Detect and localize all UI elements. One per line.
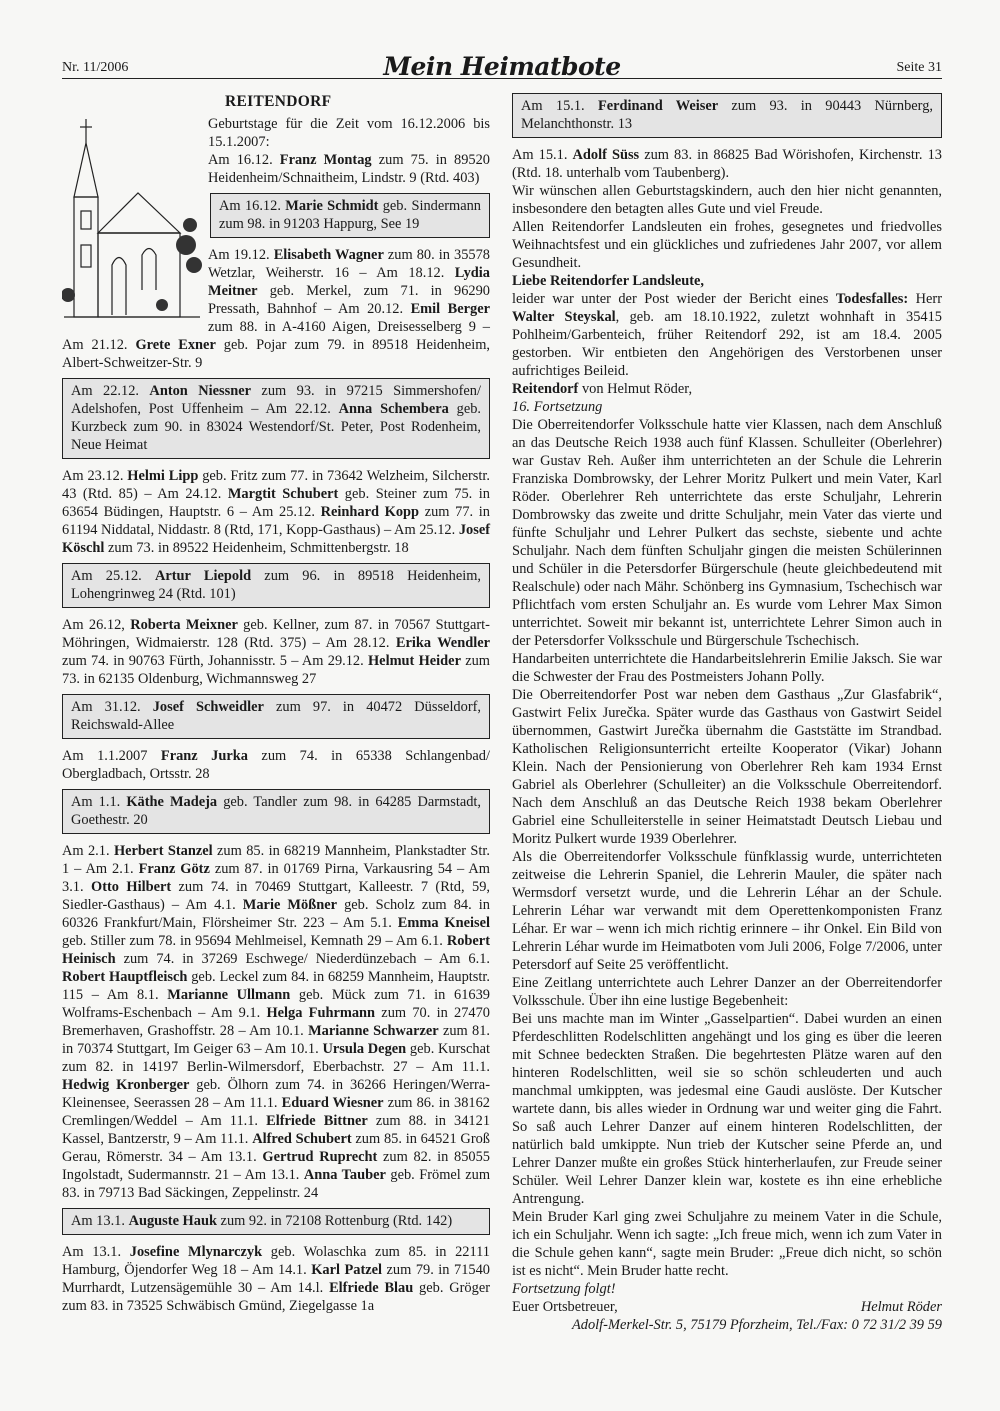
page-header (62, 52, 942, 79)
entry-text: Am 2.1. (62, 843, 114, 859)
person-name: Gertrud Ruprecht (262, 1149, 378, 1165)
person-name: Marie Schmidt (285, 198, 379, 214)
entry-text: zum 85. in 68219 Mannheim, Plankstadter Str. 1 – Am 2.1. (62, 843, 490, 877)
right-column (512, 93, 942, 1334)
highlight-box (62, 563, 490, 608)
entry-text: Am 19.12. (208, 247, 274, 263)
entry-text: zum 74. in 70469 Stuttgart, Kalleestr. 7 (Rtd, 59, Siedler-Gasthaus) – Am 4.1. (62, 879, 490, 913)
entry-text: zum 79. in 71540 Murrhardt, Lutzensägemühle 30 – Am 14.l. (62, 1262, 490, 1296)
entry-text: zum 80. in 35578 Wetzlar, Weiherstr. 16 – Am 18.12. (208, 247, 490, 281)
person-name: Josefine Mlynarczyk (129, 1244, 263, 1260)
person-name: Helmut Heider (367, 653, 461, 669)
entry-text: zum 92. in 72108 Rottenburg (Rtd. 142) (216, 1213, 453, 1229)
entry-text: geb. Kellner, zum 87. in 70567 Stuttgart-Möhringen, Widmaierstr. 128 (Rtd. 375) – Am 28.12. (62, 617, 490, 651)
person-name: Alfred Schubert (252, 1131, 352, 1147)
highlight-box (512, 93, 942, 138)
person-name: Ursula Degen (322, 1041, 407, 1057)
person-name: Robert Heinisch (62, 933, 490, 967)
entry-text: geb. Frömel zum 83. in 79713 Bad Säckingen, Zeppelinstr. 24 (62, 1167, 491, 1201)
person-name: Todesfalles: (835, 291, 909, 307)
entry-text: zum 74. in 37269 Eschwege/ Niederdünzebach – Am 6.1. (115, 951, 490, 967)
person-name: Marie Mößner (242, 897, 337, 913)
entry-text: Am 13.1. (62, 1244, 130, 1260)
birthday-entry (62, 616, 490, 688)
issue-number: Nr. 11/2006 (62, 60, 129, 75)
entry-text: zum 73. in 89522 Heidenheim, Schmittenbergstr. 18 (104, 540, 409, 556)
person-name: Hedwig Kronberger (62, 1077, 190, 1093)
entry-text: Am 23.12. (62, 468, 128, 484)
section-title: REITENDORF (225, 93, 332, 110)
entry-text: geb. Mück zum 71. in 61639 Wolframs-Eschenbach – Am 9.1. (62, 987, 490, 1021)
entry-text: geb. Steiner zum 75. in 63654 Büdingen, Hauptstr. 6 – Am 25.12. (62, 486, 490, 520)
person-name: Erika Wendler (395, 635, 490, 651)
person-name: Anna Schembera (338, 401, 449, 417)
person-name: Anton Niessner (149, 383, 251, 399)
person-name: Franz Jurka (160, 748, 248, 764)
person-name: Josef Köschl (62, 522, 490, 556)
entry-text: geb. Kurschat zum 82. in 14197 Berlin-Wilmersdorf, Eberbachstr. 27 – Am 11.1. (62, 1041, 490, 1075)
masthead-logo: Mein Heimatbote (383, 52, 621, 81)
entry-text: zum 74. in 65338 Schlangenbad/ Obergladbach, Ortsstr. 28 (62, 748, 490, 782)
person-name: Grete Exner (135, 337, 216, 353)
person-name: Lydia Meitner (208, 265, 490, 299)
entry-text: Am 16.12. (219, 198, 286, 214)
entry-text: geb. Gröger zum 83. in 73525 Schwäbisch Gmünd, Ziegelgasse 1a (62, 1280, 491, 1314)
entry-text: zum 83. in 86825 Bad Wörishofen, Kirchenstr. 13 (Rtd. 18. unterhalb vom Taubenberg). (512, 147, 942, 181)
continuation-note: Fortsetzung folgt! (512, 1281, 616, 1297)
signature-name: Helmut Röder (860, 1299, 942, 1315)
entry-text: zum 87. in 01769 Pirna, Varkausring 54 – Am 3.1. (62, 861, 490, 895)
article-paragraph: Als die Oberreitendorfer Volksschule fünfklassig wurde, unterrichteten zeitweise die Lehrerin Spaniel, die Lehrerin Mauler, die später nach Wermsdorf versetzt wurde, und die Lehrerin Léhar an der Schule. Lehrerin Léhar war verwandt mit dem Operettenkomponisten Franz Léhar. Er war – wenn ich mich richtig erinnere – ihr Onkel. Ein Bild von Lehrerin Léhar wurde im Heimatboten vom Juli 2006, Folge 7/2006, unter Petersdorf auf Seite 25 veröffentlicht. (512, 849, 942, 973)
person-name: Roberta Meixner (130, 617, 238, 633)
page-number: Seite 31 (896, 60, 942, 75)
entry-text: Am 22.12. (71, 383, 150, 399)
entry-text: geb. Merkel, zum 71. in 96290 Pressath, Bahnhof – Am 20.12. (208, 283, 490, 317)
person-name: Elfriede Bittner (266, 1113, 368, 1129)
greeting-text: Allen Reitendorfer Landsleuten ein frohes, gesegnetes und friedvolles Weihnachtsfest und ein glückliches und zufriedenes Jahr 2007, vor allem Gesundheit. (512, 219, 942, 271)
article-paragraph: Die Oberreitendorfer Post war neben dem Gasthaus „Zur Glasfabrik“, Gastwirt Felix Jurečka. Später wurde das Gasthaus von Gastwirt Seidel übernommen, Gastwirt Jurečka übernahm die Gaststätte im Strandbad. Katholischen Religionsunterricht erteilte Kooperator (Vikar) Johann Klein. Nach der Pensionierung von Oberlehrer Reh kam 1934 Ernst Gabriel als Oberlehrer (Schulleiter) an die Volksschule Oberreitendorf. Nach dem Anschluß an das Deutsche Reich 1938 bekam Oberlehrer Gabriel eine Schulleiterstelle in seiner Heimatstadt Deutsch Liebau und Moritz Pulkert wurde 1939 Oberlehrer. (512, 687, 942, 847)
condolence-heading: Liebe Reitendorfer Landsleute, (512, 273, 704, 289)
entry-text: Am 15.1. (512, 147, 573, 163)
entry-text: geb. Stiller zum 78. in 95694 Mehlmeisel, Kemnath 29 – Am 6.1. (62, 933, 447, 949)
person-name: Helga Fuhrmann (266, 1005, 376, 1021)
entry-text: , geb. am 18.10.1922, zuletzt wohnhaft in 35415 Pohlheim/Garbenteich, früher Reitendorf 292, ist am 18.4. 2005 gestorben. Wir entbieten den Angehörigen des Verstorbenen unser aufrichtiges Beileid. (512, 309, 942, 379)
entry-text: zum 97. in 40472 Düsseldorf, Reichswald-Allee (71, 699, 482, 733)
person-name: Elfriede Blau (329, 1280, 414, 1296)
person-name: Robert Hauptfleisch (62, 969, 188, 985)
entry-text: geb. Tandler zum 98. in 64285 Darmstadt, Goethestr. 20 (71, 794, 481, 828)
entry-text: geb. Pojar zum 79. in 89518 Heidenheim, Albert-Schweitzer-Str. 9 (62, 337, 490, 371)
contact-address: Adolf-Merkel-Str. 5, 75179 Pforzheim, Tel./Fax: 0 72 31/2 39 59 (572, 1317, 942, 1333)
entry-text: geb. Wolaschka zum 85. in 22111 Hamburg, Öjendorfer Weg 18 – Am 14.1. (62, 1244, 490, 1278)
entry-text: Am 1.1. (71, 794, 127, 810)
entry-text: zum 93. in 90443 Nürnberg, Melanchthonstr. 13 (521, 98, 933, 132)
person-name: Artur Liepold (154, 568, 252, 584)
person-name: Otto Hilbert (91, 879, 172, 895)
entry-text: geb. Fritz zum 77. in 73642 Welzheim, Silcherstr. 43 (Rtd. 85) – Am 24.12. (62, 468, 490, 502)
person-name: Karl Patzel (311, 1262, 383, 1278)
signature-line (512, 1298, 942, 1316)
entry-text: zum 74. in 90763 Fürth, Johannisstr. 5 – Am 29.12. (62, 653, 368, 669)
article-paragraph: Mein Bruder Karl ging zwei Schuljahre zu meinem Vater in die Schule, ich ein Schuljahr. Wenn ich sagte: „Ich freue mich, wenn ich zum Vater in die Schule gehen kann“, sagte mein Bruder: „Freue dich nicht, so schön ist es nicht“. Mein Bruder hatte recht. (512, 1209, 942, 1279)
person-name: Josef Schweidler (152, 699, 264, 715)
entry-text: zum 96. in 89518 Heidenheim, Lohengrinweg 24 (Rtd. 101) (71, 568, 482, 602)
article-paragraph: Die Oberreitendorfer Volksschule hatte vier Klassen, nach dem Anschluß an das Deutsche Reich 1938 auch fünf Klassen. Schulleiter (Oberlehrer) war Gustav Reh. Außer ihm unterrichteten an der Schule die Lehrerin Franziska Dombrowsky, der Lehrer Moritz Pulkert und mein Vater, Karl Röder. Oberlehrer Reh unterrichtete das erste Schuljahr, Lehrerin Dombrowsky das zweite und dritte Schuljahr, mein Vater das vierte und fünfte Schuljahr und Lehrer Pulkert das sechste, siebente und achte Schuljahr. Nach dem fünften Schuljahr gingen die meisten Schülerinnen und Schüler in die Petersdorfer Bürgerschule (heute gleichbedeutend mit Realschule) oder nach Mähr. Schönberg ins Gymnasium, Tschechisch war Pflichtfach vom ersten Schuljahr an. Es wurde vom Lehrer Max Simon unterrichtet. Soweit mir bekannt ist, unterrichtete Lehrer Simon auch in der Petersdorfer Volksschule und Bürgerschule Tschechisch. (512, 417, 942, 649)
person-name: Anna Tauber (303, 1167, 386, 1183)
entry-text: Am 15.1. (521, 98, 598, 114)
greeting-text: Wir wünschen allen Geburtstagskindern, auch den hier nicht genannten, insbesondere den betagten alles Gute und viel Freude. (512, 183, 942, 217)
person-name: Franz Montag (279, 152, 372, 168)
entry-text: zum 73. in 62135 Oldenburg, Wichmannsweg 27 (62, 653, 490, 687)
highlight-box (210, 193, 490, 238)
highlight-box (62, 378, 490, 459)
entry-text: geb. Scholz zum 84. in 60326 Frankfurt/Main, Flörsheimer Str. 223 – Am 5.1. (62, 897, 490, 931)
entry-text: Am 13.1. (71, 1213, 129, 1229)
person-name: Herbert Stanzel (113, 843, 213, 859)
entry-text: zum 93. in 97215 Simmershofen/ Adelshofen, Post Uffenheim – Am 22.12. (71, 383, 481, 417)
entry-text: zum 77. in 61194 Niddatal, Niddastr. 8 (Rtd, 171, Kopp-Gasthaus) – Am 25.12. (62, 504, 490, 538)
article-paragraph: Bei uns machte man im Winter „Gasselpartien“. Dabei wurden an einen Pferdeschlitten Rodelschlitten angehängt und los ging es über die leeren mit Schnee bedeckten Straßen. Die begehrtesten Plätze waren auf den hinteren Rodelschlitten, weil sie so schön schleuderten und auch manchmal umkippten, was jedesmal eine Gaudi auslöste. Der Kutscher wartete dann, bis alles wieder in Ordnung war und weiter ging die Fahrt. So saß auch Lehrer Danzer auf einem hinteren Rodelschlitten, der natürlich bald umkippte. Nun trieb der Kutscher seine Pferde an, und Lehrer Danzer mußte ein großes Stück hinterherlaufen, zur Freude seiner Schüler. Weil Lehrer Danzer klein war, kostete es ihn eine erhebliche Antrengung. (512, 1011, 942, 1207)
entry-text: Herr (908, 291, 942, 307)
birthday-entry (62, 747, 490, 783)
entry-text: geb. Leckel zum 84. in 68259 Mannheim, Hauptstr. 115 – Am 8.1. (62, 969, 490, 1003)
person-name: Adolf Süss (572, 147, 640, 163)
person-name: Emil Berger (410, 301, 490, 317)
birthday-entry (512, 146, 942, 182)
highlight-box (62, 789, 490, 834)
entry-text: zum 86. in 38162 Cremlingen/Weddel – Am 11.1. (62, 1095, 490, 1129)
entry-text: zum 88. in A-4160 Aigen, Dreisesselberg 9 – Am 21.12. (62, 319, 490, 353)
entry-text: zum 82. in 85055 Ingolstadt, Sudermannstr. 21 – Am 13.1. (62, 1149, 490, 1183)
birthday-entry (62, 467, 490, 557)
signature-label: Euer Ortsbetreuer, (512, 1299, 618, 1315)
highlight-box (62, 694, 490, 739)
person-name: Margtit Schubert (227, 486, 339, 502)
entry-text: Am 31.12. (71, 699, 153, 715)
entry-text: zum 75. in 89520 Heidenheim/Schnaitheim, Lindstr. 9 (Rtd. 403) (208, 152, 490, 186)
person-name: Elisabeth Wagner (273, 247, 384, 263)
entry-text: geb. Ölhorn zum 74. in 36266 Heringen/Werra-Kleinensee, Seerassen 28 – Am 11.1. (62, 1077, 490, 1111)
person-name: Emma Kneisel (397, 915, 490, 931)
person-name: Eduard Wiesner (281, 1095, 384, 1111)
person-name: Walter Steyskal (512, 309, 616, 325)
person-name: Reinhard Kopp (320, 504, 420, 520)
entry-text: zum 70. in 27470 Bremerhaven, Grashoffstr. 28 – Am 10.1. (62, 1005, 490, 1039)
condolence-text (512, 290, 942, 380)
person-name: Franz Götz (138, 861, 210, 877)
entry-text: Am 25.12. (71, 568, 155, 584)
entry-text: Am 26.12, (62, 617, 131, 633)
article-subtitle: 16. Fortsetzung (512, 399, 603, 415)
person-name: Marianne Ullmann (167, 987, 291, 1003)
entry-text: zum 88. in 34121 Kassel, Bantzerstr, 9 – Am 11.1. (62, 1113, 491, 1147)
birthday-entry (62, 842, 490, 1202)
person-name: Käthe Madeja (126, 794, 218, 810)
entry-text: leider war unter der Post wieder der Bericht eines (512, 291, 836, 307)
person-name: Helmi Lipp (127, 468, 199, 484)
person-name: Auguste Hauk (128, 1213, 217, 1229)
entry-text: zum 81. in 70374 Stuttgart, Im Geiger 63 – Am 10.1. (62, 1023, 490, 1057)
article-paragraph: Handarbeiten unterrichtete die Handarbeitslehrerin Emilie Jaksch. Sie war die Schwester der Frau des Postmeisters Johann Polly. (512, 651, 942, 685)
article-paragraph: Eine Zeitlang unterrichtete auch Lehrer Danzer an der Oberreitendorfer Volksschule. Über ihn eine lustige Begebenheit: (512, 975, 942, 1009)
left-column (62, 93, 490, 1315)
entry-text: geb. Sindermann zum 98. in 91203 Happurg, See 19 (219, 198, 482, 232)
article-heading: Reitendorf von Helmut Röder, (512, 381, 693, 397)
entry-text: geb. Kurzbeck zum 90. in 83024 Westendorf/St. Peter, Post Rodenheim, Neue Heimat (71, 401, 482, 453)
highlight-box (62, 1208, 490, 1235)
entry-text: Am 1.1.2007 (62, 748, 161, 764)
person-name: Ferdinand Weiser (597, 98, 719, 114)
intro-text: Geburtstage für die Zeit vom 16.12.2006 bis 15.1.2007: (208, 116, 490, 150)
church-illustration (62, 115, 202, 325)
entry-text: zum 85. in 64521 Groß Gerau, Römerstr. 34 – Am 13.1. (62, 1131, 491, 1165)
birthday-entry (62, 1243, 490, 1315)
entry-text: Am 16.12. (208, 152, 280, 168)
person-name: Marianne Schwarzer (308, 1023, 439, 1039)
